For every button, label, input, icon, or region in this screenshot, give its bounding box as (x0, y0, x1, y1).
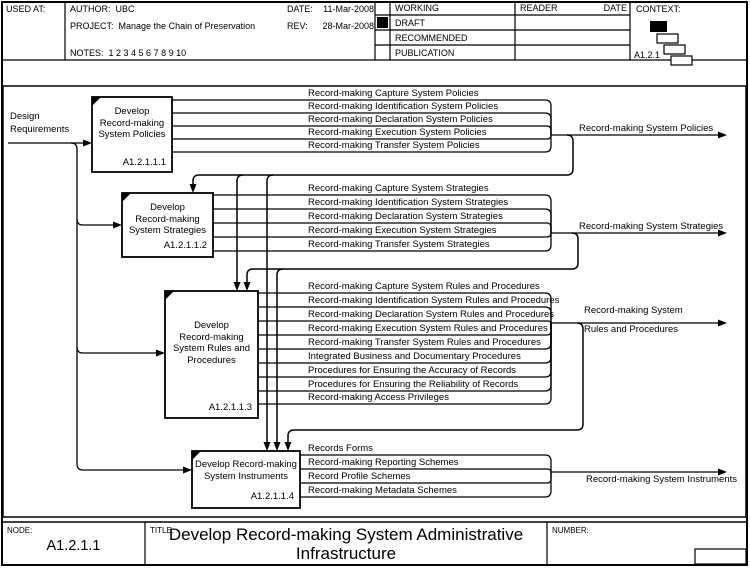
box1-line3: System Policies (98, 129, 166, 140)
box3-line3: System Rules and (172, 343, 251, 354)
reader-label: READER (520, 3, 558, 13)
date-label: DATE: (287, 4, 313, 14)
input-label-design: Design (10, 111, 40, 122)
node-label: NODE: (7, 526, 33, 535)
flow-label: Record-making Identification System Policies (308, 101, 499, 112)
output-label-strategies: Record-making System Strategies (579, 221, 724, 232)
box3-line2: Record-making (179, 331, 244, 343)
flow-label: Procedures for Ensuring the Accuracy of Records (308, 365, 517, 376)
project-value: Manage the Chain of Preservation (118, 21, 256, 31)
flow-label: Record-making Transfer System Rules and Procedures (308, 337, 541, 348)
flow-label: Record-making Metadata Schemes (308, 485, 457, 496)
box3-line4: Procedures (187, 354, 236, 366)
date-row (287, 4, 374, 15)
box1-code: A1.2.1.1.1 (122, 157, 166, 168)
status-publication: PUBLICATION (395, 48, 455, 58)
number-box (695, 549, 746, 564)
flow-label: Record-making Execution System Policies (308, 127, 487, 138)
flow-label: Record-making Transfer System Strategies (308, 239, 490, 250)
notes-label: NOTES: (70, 48, 104, 58)
box1-title (92, 106, 172, 141)
box4-title (192, 459, 300, 482)
flow-label: Record-making Identification System Strategies (308, 197, 509, 208)
flow-label: Record-making Execution System Strategies (308, 225, 497, 236)
flow-label: Record-making Declaration System Strategies (308, 211, 503, 222)
flow-label: Record-making Declaration System Policies (308, 114, 493, 125)
box1-line2: Record-making (99, 117, 165, 129)
box4-code: A1.2.1.1.4 (250, 491, 294, 502)
input-label-requirements: Requirements (10, 124, 70, 135)
flow-label: Record-making Transfer System Policies (308, 140, 480, 151)
flow-label: Records Forms (308, 443, 373, 454)
author-row (70, 4, 135, 15)
output-label-instruments: Record-making System Instruments (586, 474, 737, 485)
box2-code: A1.2.1.1.2 (163, 240, 207, 251)
flow-label: Record Profile Schemes (308, 471, 411, 482)
status-working: WORKING (395, 3, 439, 13)
output-label-rules-line2: Rules and Procedures (584, 324, 678, 335)
box1-line1: Develop (114, 106, 150, 117)
title-label: TITLE: (150, 526, 175, 535)
box2-line3: System Strategies (128, 225, 207, 236)
flow-label: Integrated Business and Documentary Procedures (308, 351, 521, 362)
diagram-title: Develop Record-making System Administrative Infrastructure (168, 525, 524, 564)
status-draft: DRAFT (395, 18, 425, 28)
project-label: PROJECT: (70, 21, 114, 31)
flow-label: Record-making Declaration System Rules and Procedures (308, 309, 555, 320)
context-node: A1.2.1 (634, 50, 661, 60)
box3-code: A1.2.1.1.3 (208, 402, 252, 413)
reader-date-label: DATE (603, 3, 627, 13)
input-lines (8, 143, 184, 470)
used-at-label: USED AT: (6, 4, 46, 14)
author-value: UBC (115, 4, 135, 14)
rev-row (287, 21, 374, 32)
notes-row (70, 48, 186, 59)
flow-label: Record-making Access Privileges (308, 392, 449, 403)
box2-line2: Record-making (135, 213, 200, 225)
box3-title (165, 320, 258, 366)
flow-label: Record-making Identification System Rules and Procedures (308, 295, 560, 306)
box4-line1: Develop Record-making (195, 459, 297, 470)
notes-values: 1 2 3 4 5 6 7 8 9 10 (108, 48, 187, 58)
rev-label: REV: (287, 21, 308, 31)
context-label: CONTEXT: (636, 4, 681, 14)
draft-checkbox-filled (377, 17, 388, 28)
flow-label: Record-making Capture System Rules and Procedures (308, 281, 540, 292)
number-label: NUMBER: (552, 526, 589, 535)
flow-label: Record-making Capture System Strategies (308, 183, 489, 194)
project-row (70, 21, 255, 32)
output-label-rules-line1: Record-making System (584, 305, 683, 316)
status-recommended: RECOMMENDED (395, 33, 468, 43)
flow-label: Record-making Capture System Policies (308, 88, 479, 99)
rev-value: 28-Mar-2008 (322, 21, 374, 31)
flow-label: Record-making Reporting Schemes (308, 457, 459, 468)
flow-label: Procedures for Ensuring the Reliability of Records (308, 379, 519, 390)
node-value: A1.2.1.1 (46, 538, 101, 554)
box2-title (122, 202, 213, 237)
date-value: 11-Mar-2008 (323, 4, 374, 14)
flow-label: Record-making Execution System Rules and Procedures (308, 323, 548, 334)
output-label-policies: Record-making System Policies (579, 123, 714, 134)
box2-line1: Develop (150, 202, 185, 213)
box4-line2: System Instruments (204, 470, 288, 482)
box3-line1: Develop (194, 320, 229, 331)
author-label: AUTHOR: (70, 4, 111, 14)
